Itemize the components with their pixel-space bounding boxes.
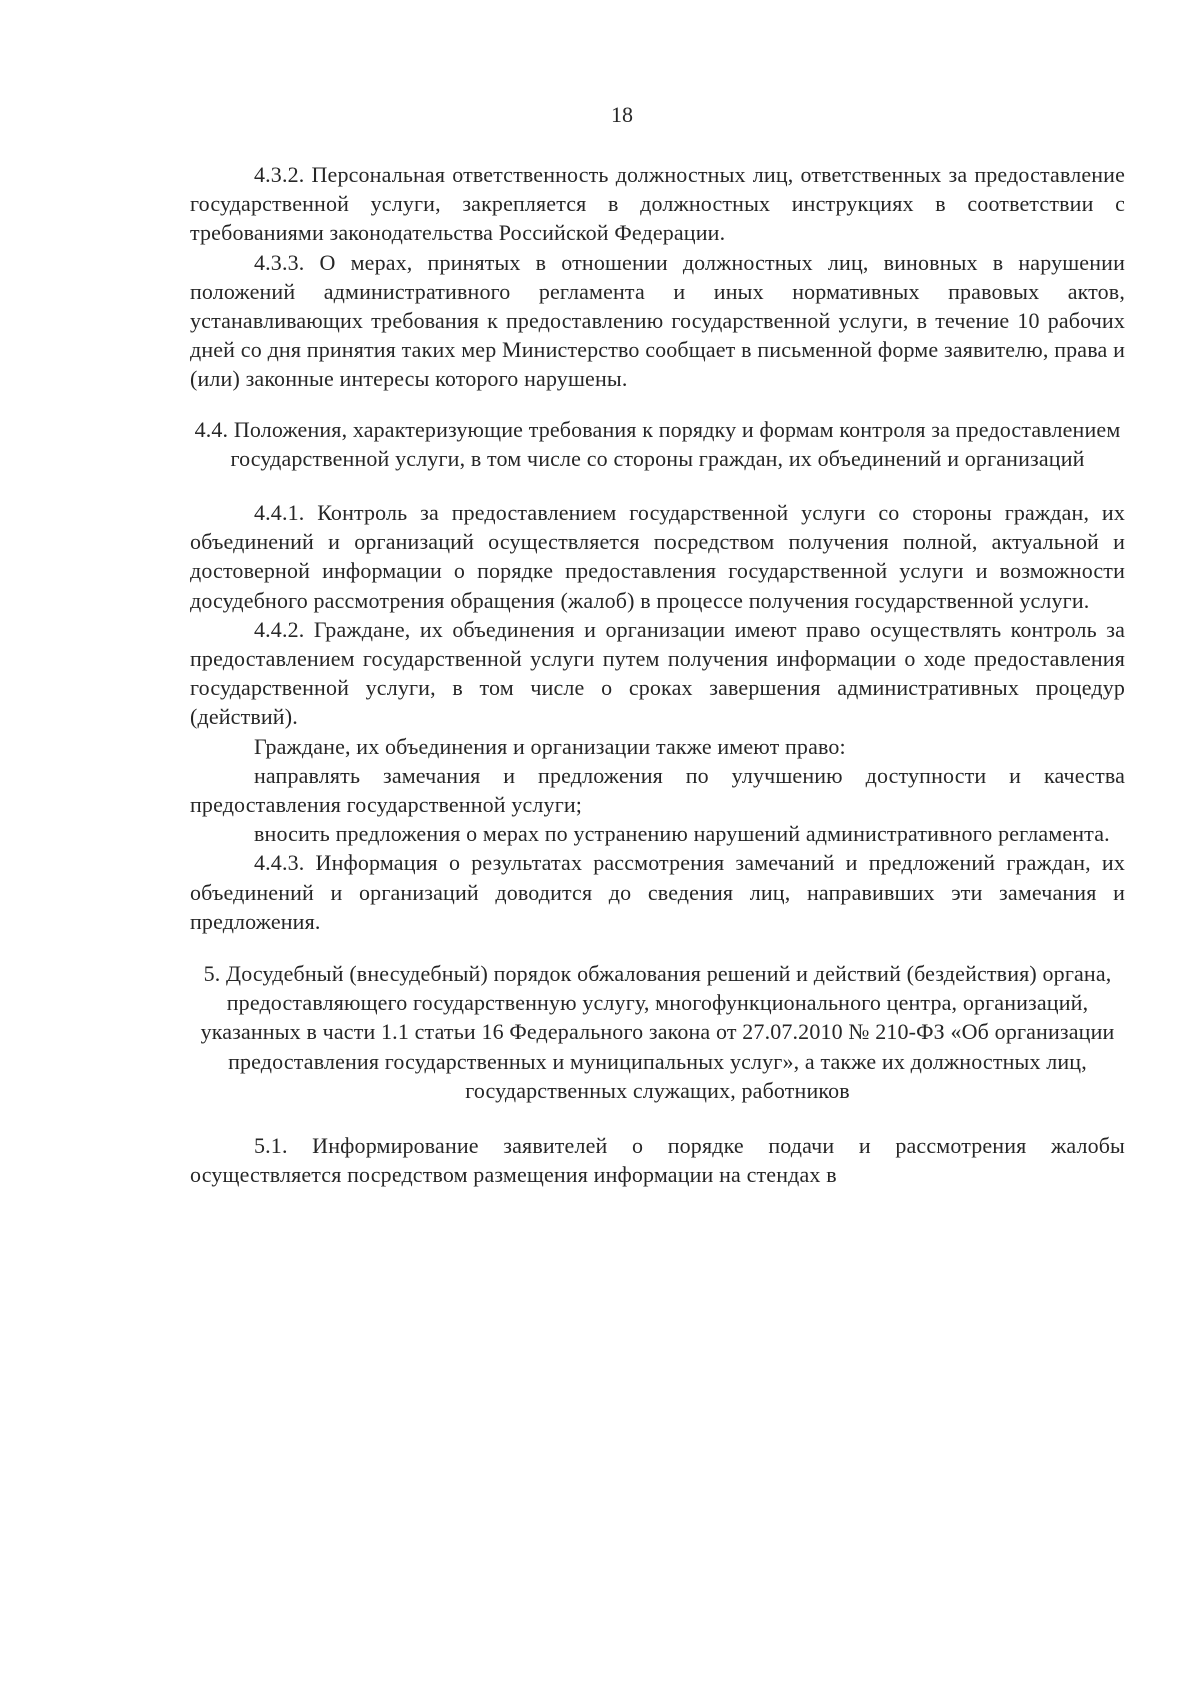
- document-body: [190, 160, 1125, 1190]
- paragraph-right-remarks: направлять замечания и предложения по улучшению доступности и качества предоставления государственной услуги;: [190, 762, 1125, 818]
- paragraph-right-proposals: вносить предложения о мерах по устранению нарушений административного регламента.: [254, 821, 1110, 847]
- section-heading-5: 5. Досудебный (внесудебный) порядок обжалования решений и действий (бездействия) органа, предоставляющего государственную услугу, многофункционального центра, организаций, указанных в части 1.1 статьи 16 Федерального закона от 27.07.2010 № 210-ФЗ «Об организации предоставления государственных и муниципальных услуг», а также их должностных лиц, государственных служащих, работников: [200, 961, 1115, 1103]
- paragraph-4-3-2: 4.3.2. Персональная ответственность должностных лиц, ответственных за предоставление государственной услуги, закрепляется в должностных инструкциях в соответствии с требованиями законодательства Российской Федерации.: [190, 162, 1125, 246]
- paragraph-rights-intro: Граждане, их объединения и организации также имеют право:: [254, 733, 846, 759]
- page-number: 18: [611, 102, 633, 127]
- paragraph-4-4-3: 4.4.3. Информация о результатах рассмотрения замечаний и предложений граждан, их объединений и организаций доводится до сведения лиц, направивших эти замечания и предложения.: [190, 850, 1125, 934]
- paragraph-4-3-3: 4.3.3. О мерах, принятых в отношении должностных лиц, виновных в нарушении положений административного регламента и иных нормативных правовых актов, устанавливающих требования к предоставлению государственной услуги, в течение 10 рабочих дней со дня принятия таких мер Министерство сообщает в письменной форме заявителю, права и (или) законные интересы которого нарушены.: [190, 249, 1125, 392]
- section-heading-4-4: 4.4. Положения, характеризующие требования к порядку и формам контроля за предоставлением государственной услуги, в том числе со стороны граждан, их объединений и организаций: [194, 416, 1121, 471]
- paragraph-4-4-2: 4.4.2. Граждане, их объединения и организации имеют право осуществлять контроль за предоставлением государственной услуги путем получения информации о ходе предоставления государственной услуги, в том числе о сроках завершения административных процедур (действий).: [190, 616, 1125, 730]
- paragraph-4-4-1: 4.4.1. Контроль за предоставлением государственной услуги со стороны граждан, их объединений и организаций осуществляется посредством получения полной, актуальной и достоверной информации о порядке предоставления государственной услуги и возможности досудебного рассмотрения обращения (жалоб) в процессе получения государственной услуги.: [190, 500, 1125, 613]
- paragraph-5-1: 5.1. Информирование заявителей о порядке подачи и рассмотрения жалобы осуществляется посредством размещения информации на стендах в: [190, 1133, 1125, 1188]
